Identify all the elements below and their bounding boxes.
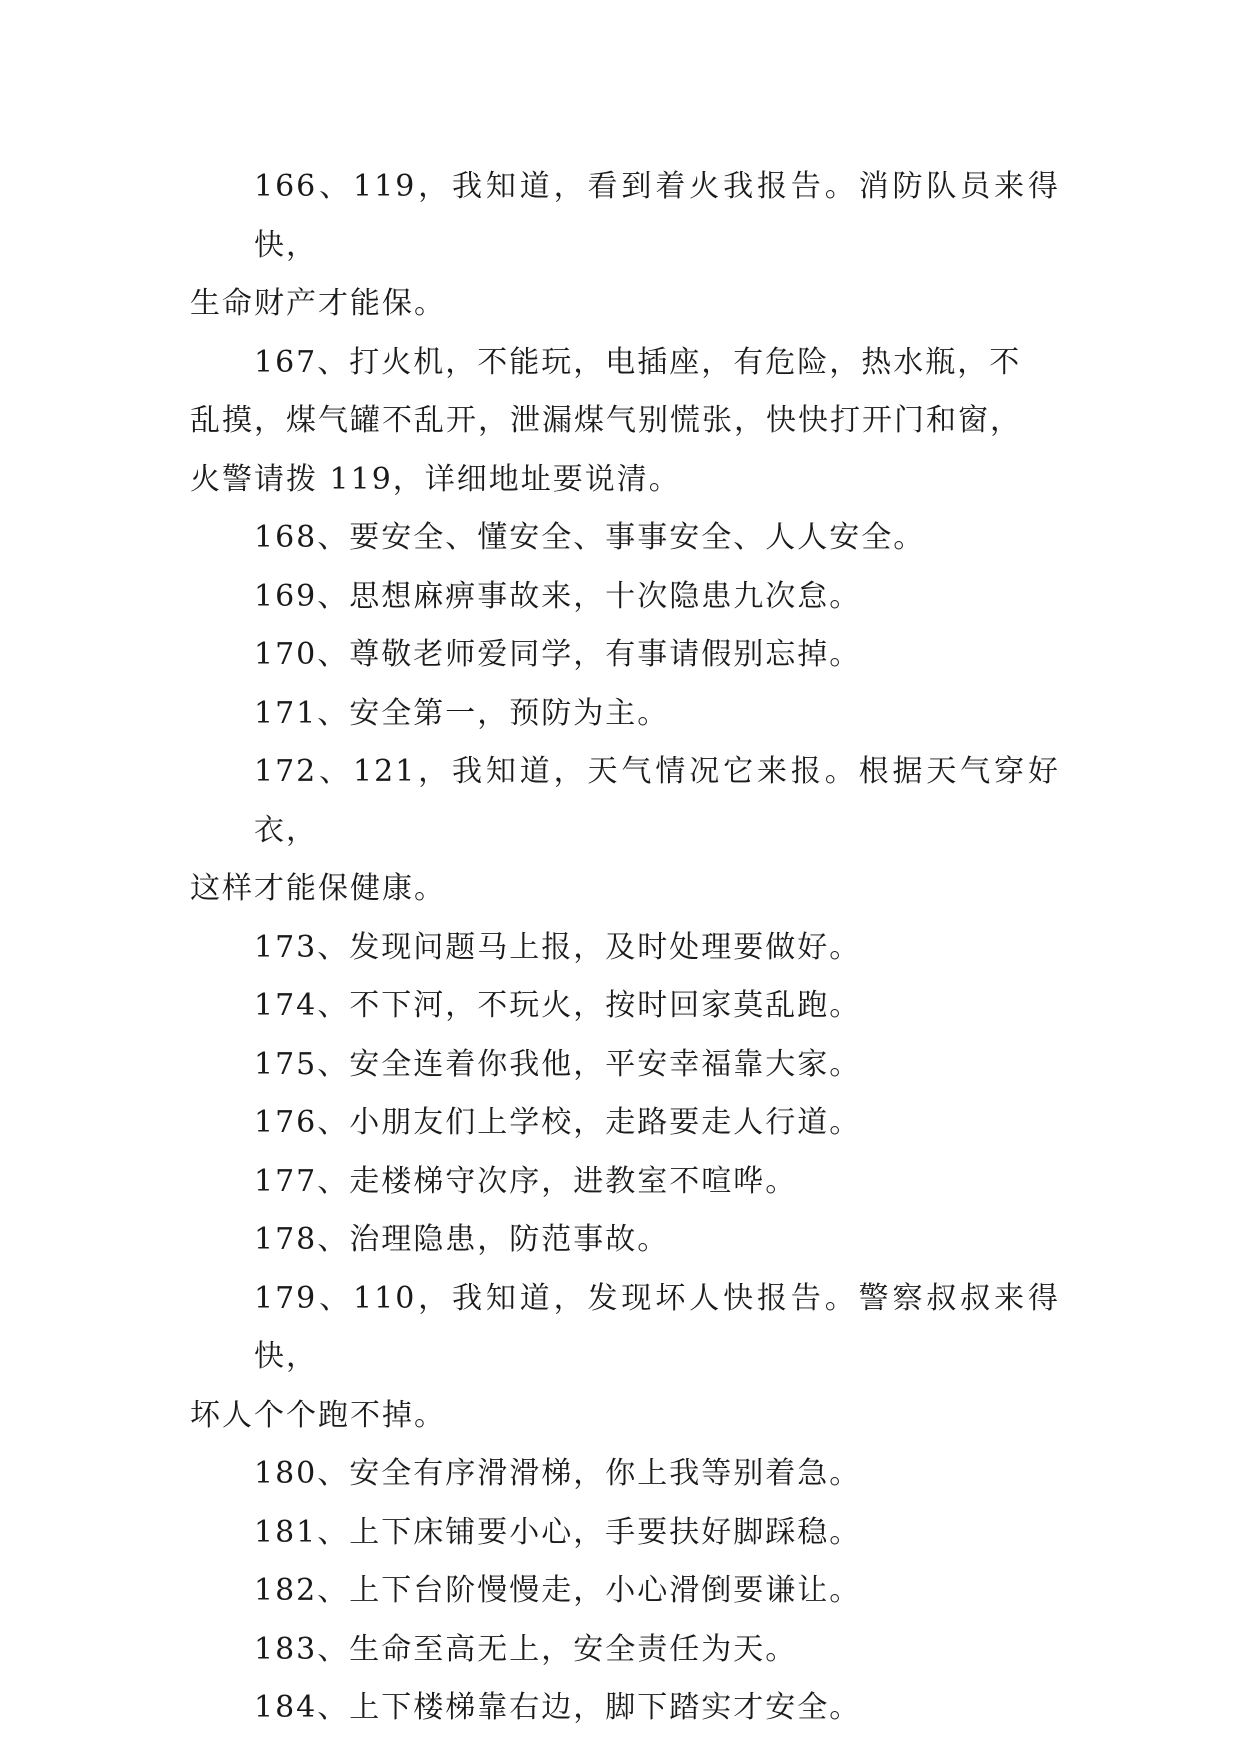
- text-line: 183、生命至高无上，安全责任为天。: [254, 1631, 798, 1667]
- text-line: 173、发现问题马上报，及时处理要做好。: [254, 929, 862, 965]
- slogan-paragraph: [190, 1036, 1060, 1095]
- text-line: 169、思想麻痹事故来，十次隐患九次怠。: [254, 578, 862, 614]
- slogan-paragraph: [190, 1562, 1060, 1621]
- text-line: 179、110，我知道，发现坏人快报告。警察叔叔来得快，: [254, 1280, 1060, 1374]
- slogan-paragraph: [190, 1211, 1060, 1270]
- text-line: 166、119，我知道，看到着火我报告。消防队员来得快，: [254, 169, 1060, 263]
- slogan-paragraph: [190, 743, 1060, 919]
- slogan-paragraph: [190, 1094, 1060, 1153]
- text-line: 175、安全连着你我他，平安幸福靠大家。: [254, 1046, 862, 1082]
- text-line: 170、尊敬老师爱同学，有事请假别忘掉。: [254, 637, 862, 672]
- slogan-paragraph: [190, 158, 1060, 334]
- text-line: 168、要安全、懂安全、事事安全、人人安全。: [254, 520, 926, 555]
- text-line: 172、121，我知道，天气情况它来报。根据天气穿好衣，: [254, 754, 1060, 848]
- slogan-paragraph: [190, 334, 1060, 510]
- text-line: 177、走楼梯守次序，进教室不喧哗。: [254, 1163, 798, 1199]
- slogan-paragraph: [190, 685, 1060, 744]
- text-line: 184、上下楼梯靠右边，脚下踏实才安全。: [254, 1690, 862, 1725]
- slogan-paragraph: [190, 1679, 1060, 1738]
- text-line: 167、打火机，不能玩，电插座，有危险，热水瓶，不: [254, 344, 1022, 380]
- text-line: 乱摸，煤气罐不乱开，泄漏煤气别慌张，快快打开门和窗，: [190, 403, 1022, 438]
- slogan-paragraph: [190, 1270, 1060, 1446]
- slogan-paragraph: [190, 568, 1060, 627]
- slogan-paragraph: [190, 626, 1060, 685]
- text-line: 坏人个个跑不掉。: [190, 1397, 446, 1433]
- slogan-paragraph: [190, 1153, 1060, 1212]
- slogan-paragraph: [190, 509, 1060, 568]
- document-body: [190, 158, 1060, 1738]
- text-line: 生命财产才能保。: [190, 286, 446, 321]
- slogan-paragraph: [190, 1445, 1060, 1504]
- text-line: 这样才能保健康。: [190, 871, 446, 906]
- text-line: 181、上下床铺要小心，手要扶好脚踩稳。: [254, 1514, 862, 1550]
- text-line: 176、小朋友们上学校，走路要走人行道。: [254, 1105, 862, 1140]
- text-line: 180、安全有序滑滑梯，你上我等别着急。: [254, 1456, 862, 1491]
- slogan-paragraph: [190, 1504, 1060, 1563]
- slogan-paragraph: [190, 919, 1060, 978]
- text-line: 178、治理隐患，防范事故。: [254, 1222, 670, 1257]
- slogan-paragraph: [190, 1621, 1060, 1680]
- text-line: 171、安全第一，预防为主。: [254, 695, 670, 731]
- text-line: 火警请拨 119，详细地址要说清。: [190, 461, 681, 497]
- text-line: 182、上下台阶慢慢走，小心滑倒要谦让。: [254, 1573, 862, 1608]
- text-line: 174、不下河，不玩火，按时回家莫乱跑。: [254, 988, 862, 1023]
- slogan-paragraph: [190, 977, 1060, 1036]
